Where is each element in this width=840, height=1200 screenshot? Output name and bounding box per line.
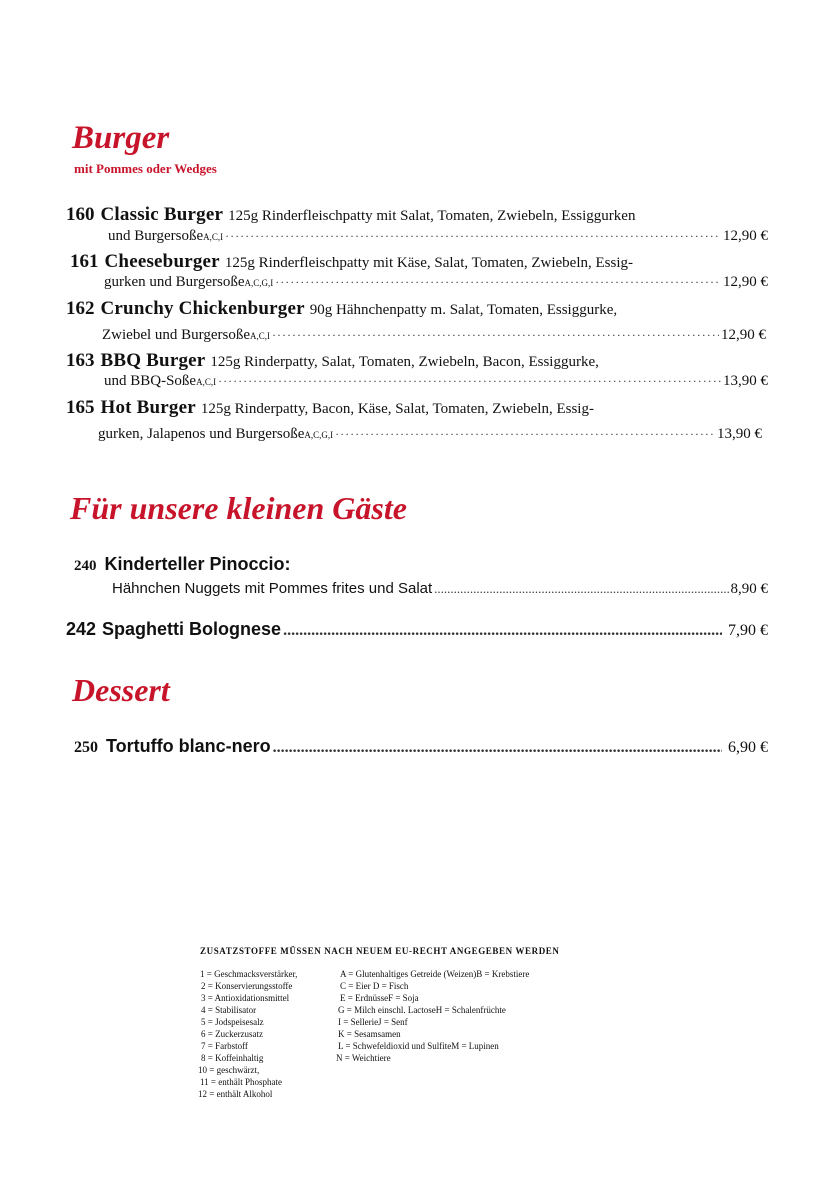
item-number: 242	[66, 619, 97, 639]
item-name: Spaghetti Bolognese	[102, 619, 282, 639]
additive-3: 3 = Antioxidationsmittel	[201, 993, 290, 1003]
item-description-cont: und BBQ-Soße	[104, 373, 197, 389]
menu-item-240-cont	[112, 580, 768, 598]
additive-2: 2 = Konservierungsstoffe	[201, 981, 293, 991]
menu-item-165	[66, 397, 594, 419]
section-title-burger: Burger	[72, 120, 170, 156]
allergen-c-d: C = Eier D = Fisch	[340, 981, 409, 991]
dot-leader	[218, 374, 721, 389]
item-description: 125g Rinderfleischpatty mit Salat, Tomaten, Zwiebeln, Essiggurken	[228, 208, 636, 224]
dot-leader	[272, 328, 719, 343]
menu-item-240	[74, 554, 291, 575]
menu-item-160-cont: und Burgersoße A,C,I ····· 12,90 €	[108, 228, 768, 245]
menu-item-161	[70, 251, 633, 273]
item-description-cont: gurken, Jalapenos und Burgersoße	[98, 426, 305, 442]
item-description: 90g Hähnchenpatty m. Salat, Tomaten, Essiggurke,	[309, 302, 618, 318]
section-title-dessert: Dessert	[72, 672, 170, 708]
menu-item-161-cont: gurken und Burgersoße A,C,G,I ····· 12,90 €	[104, 274, 768, 291]
item-price: 13,90 €	[723, 373, 768, 389]
menu-item-250	[74, 736, 768, 757]
menu-item-165-cont: gurken, Jalapenos und Burgersoße A,C,G,I ····· 13,90 €	[98, 426, 762, 443]
menu-item-242	[66, 619, 768, 640]
additives-notice-title: ZUSATZSTOFFE MÜSSEN NACH NEUEM EU-RECHT ANGEGEBEN WERDEN	[200, 946, 560, 956]
additive-11: 11 = enthält Phosphate	[200, 1077, 282, 1087]
allergen-g-h: G = Milch einschl. LactoseH = Schalenfrüchte	[338, 1005, 506, 1015]
dot-leader	[283, 622, 722, 640]
dot-leader	[434, 581, 728, 597]
additive-6: 6 = Zuckerzusatz	[201, 1029, 264, 1039]
item-name: Hot Burger	[100, 397, 196, 418]
item-number: 163	[66, 350, 95, 371]
menu-item-163-cont: und BBQ-Soße A,C,I ····· 13,90 €	[104, 373, 768, 390]
additive-5: 5 = Jodspeisesalz	[201, 1017, 264, 1027]
item-price: 12,90 €	[723, 228, 768, 244]
item-name: Cheeseburger	[104, 251, 220, 272]
allergen-a-b: A = Glutenhaltiges Getreide (Weizen)B = Krebstiere	[340, 969, 530, 979]
allergen-k: K = Sesamsamen	[338, 1029, 401, 1039]
allergen-l-m: L = Schwefeldioxid und SulfiteM = Lupinen	[338, 1041, 499, 1051]
item-description: 125g Rinderpatty, Bacon, Käse, Salat, Tomaten, Zwiebeln, Essig-	[200, 401, 594, 417]
menu-item-163	[66, 350, 599, 372]
additive-8: 8 = Koffeinhaltig	[201, 1053, 264, 1063]
dot-leader	[273, 739, 722, 757]
item-number: 165	[66, 397, 95, 418]
item-price: 6,90 €	[728, 739, 768, 756]
allergen-e-f: E = ErdnüsseF = Soja	[340, 993, 419, 1003]
allergen-n: N = Weichtiere	[336, 1053, 391, 1063]
item-number: 160	[66, 204, 95, 225]
item-name: Kinderteller Pinoccio:	[104, 554, 291, 574]
additive-4: 4 = Stabilisator	[201, 1005, 257, 1015]
item-price: 8,90 €	[730, 581, 768, 597]
section-title-kids: Für unsere kleinen Gäste	[70, 490, 407, 526]
item-number: 240	[74, 558, 97, 574]
item-number: 250	[74, 739, 98, 756]
item-description-cont: Zwiebel und Burgersoße	[102, 327, 251, 343]
item-number: 162	[66, 298, 95, 319]
allergen-i-j: I = SellerieJ = Senf	[338, 1017, 408, 1027]
menu-item-162-cont: Zwiebel und Burgersoße A,C,I ····· 12,90 €	[102, 327, 766, 344]
item-price: 13,90 €	[717, 426, 762, 442]
item-price: 12,90 €	[721, 327, 766, 343]
item-name: Classic Burger	[100, 204, 224, 225]
dot-leader	[335, 427, 715, 442]
item-name: Tortuffo blanc-nero	[106, 736, 271, 756]
menu-item-162	[66, 298, 617, 320]
item-name: Crunchy Chickenburger	[100, 298, 305, 319]
additive-10: 10 = geschwärzt,	[198, 1065, 260, 1075]
additive-7: 7 = Farbstoff	[201, 1041, 248, 1051]
item-description-cont: gurken und Burgersoße	[104, 274, 245, 290]
menu-item-160	[66, 204, 635, 226]
item-description-cont: und Burgersoße	[108, 228, 204, 244]
item-number: 161	[70, 251, 99, 272]
additive-12: 12 = enthält Alkohol	[198, 1089, 273, 1099]
item-price: 7,90 €	[728, 622, 768, 639]
item-description: 125g Rinderfleischpatty mit Käse, Salat, Tomaten, Zwiebeln, Essig-	[224, 255, 633, 271]
item-description: 125g Rinderpatty, Salat, Tomaten, Zwiebeln, Bacon, Essiggurke,	[210, 354, 599, 370]
item-price: 12,90 €	[723, 274, 768, 290]
section-subtitle-burger: mit Pommes oder Wedges	[74, 161, 217, 176]
item-name: BBQ Burger	[100, 350, 206, 371]
dot-leader	[275, 275, 721, 290]
additive-1: 1 = Geschmacksverstärker,	[200, 969, 298, 979]
dot-leader	[225, 229, 721, 244]
item-description: Hähnchen Nuggets mit Pommes frites und Salat	[112, 580, 433, 597]
